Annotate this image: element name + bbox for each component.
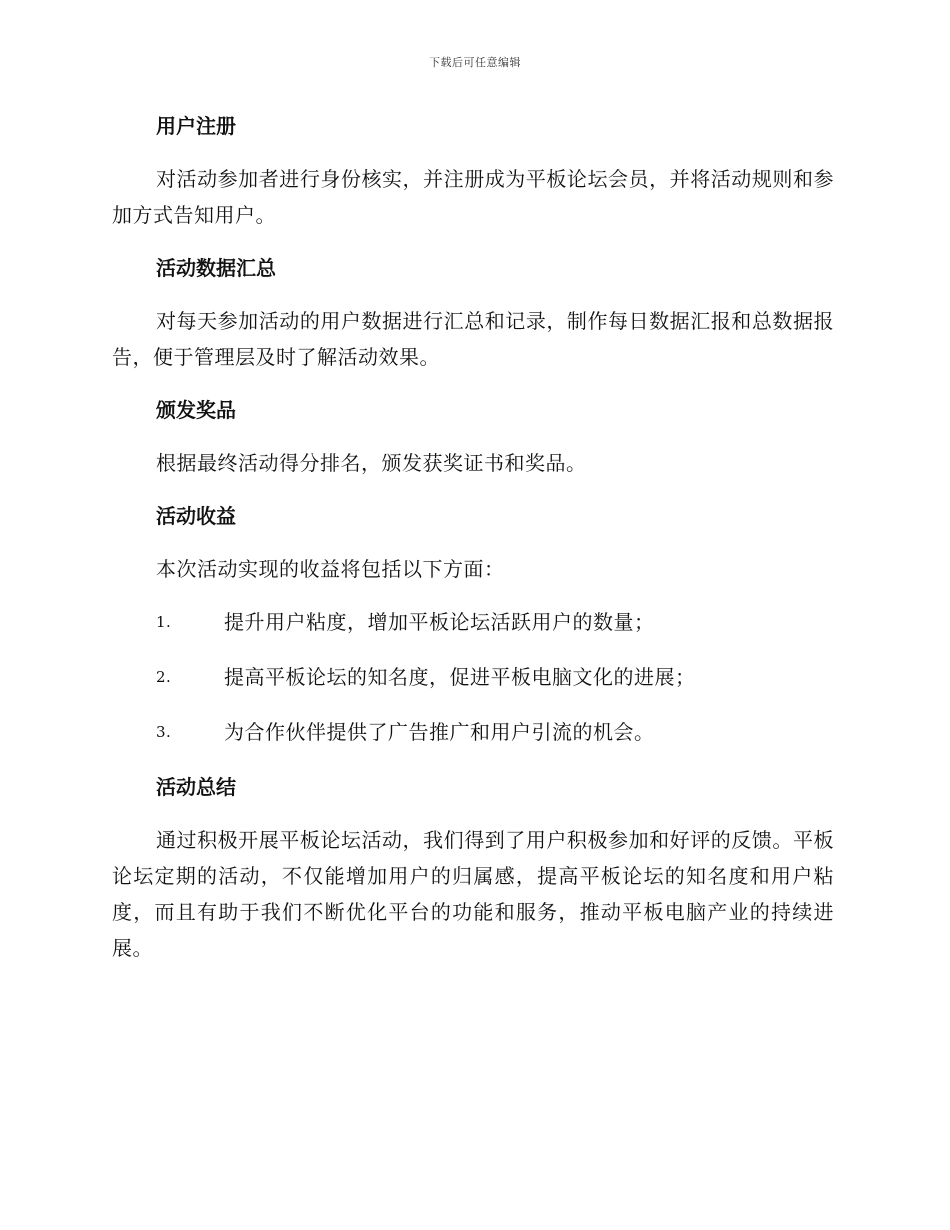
section-heading-awards: 颁发奖品 — [156, 398, 236, 422]
section-heading-benefits: 活动收益 — [156, 504, 236, 528]
section-heading-registration: 用户注册 — [156, 114, 236, 138]
list-item-number: 1. — [156, 613, 172, 631]
section-heading-summary: 活动总结 — [156, 775, 236, 799]
list-item — [112, 659, 834, 695]
list-item-text: 为合作伙伴提供了广告推广和用户引流的机会。 — [224, 720, 655, 744]
document-body — [112, 108, 834, 983]
section-paragraph-summary: 通过积极开展平板论坛活动，我们得到了用户积极参加和好评的反馈。平板论坛定期的活动，不仅能增加用户的归属感，提高平板论坛的知名度和用户粘度，而且有助于我们不断优化平台的功能和服务，推动平板电脑产业的持续进展。 — [112, 828, 834, 960]
list-item-text: 提升用户粘度，增加平板论坛活跃用户的数量； — [224, 610, 655, 634]
section-paragraph-registration: 对活动参加者进行身份核实，并注册成为平板论坛会员，并将活动规则和参加方式告知用户。 — [112, 167, 834, 227]
section-paragraph-benefits: 本次活动实现的收益将包括以下方面： — [156, 557, 505, 581]
section-paragraph-awards: 根据最终活动得分排名，颁发获奖证书和奖品。 — [156, 451, 587, 475]
list-item-number: 3. — [156, 723, 172, 741]
list-item-text: 提高平板论坛的知名度，促进平板电脑文化的进展； — [224, 665, 696, 689]
page-header: 下载后可任意编辑 — [429, 56, 521, 69]
benefits-list — [112, 604, 834, 750]
section-paragraph-data-summary: 对每天参加活动的用户数据进行汇总和记录，制作每日数据汇报和总数据报告，便于管理层及时了解活动效果。 — [112, 309, 834, 369]
list-item-number: 2. — [156, 668, 172, 686]
list-item — [112, 714, 834, 750]
list-item — [112, 604, 834, 640]
section-heading-data-summary: 活动数据汇总 — [156, 256, 276, 280]
